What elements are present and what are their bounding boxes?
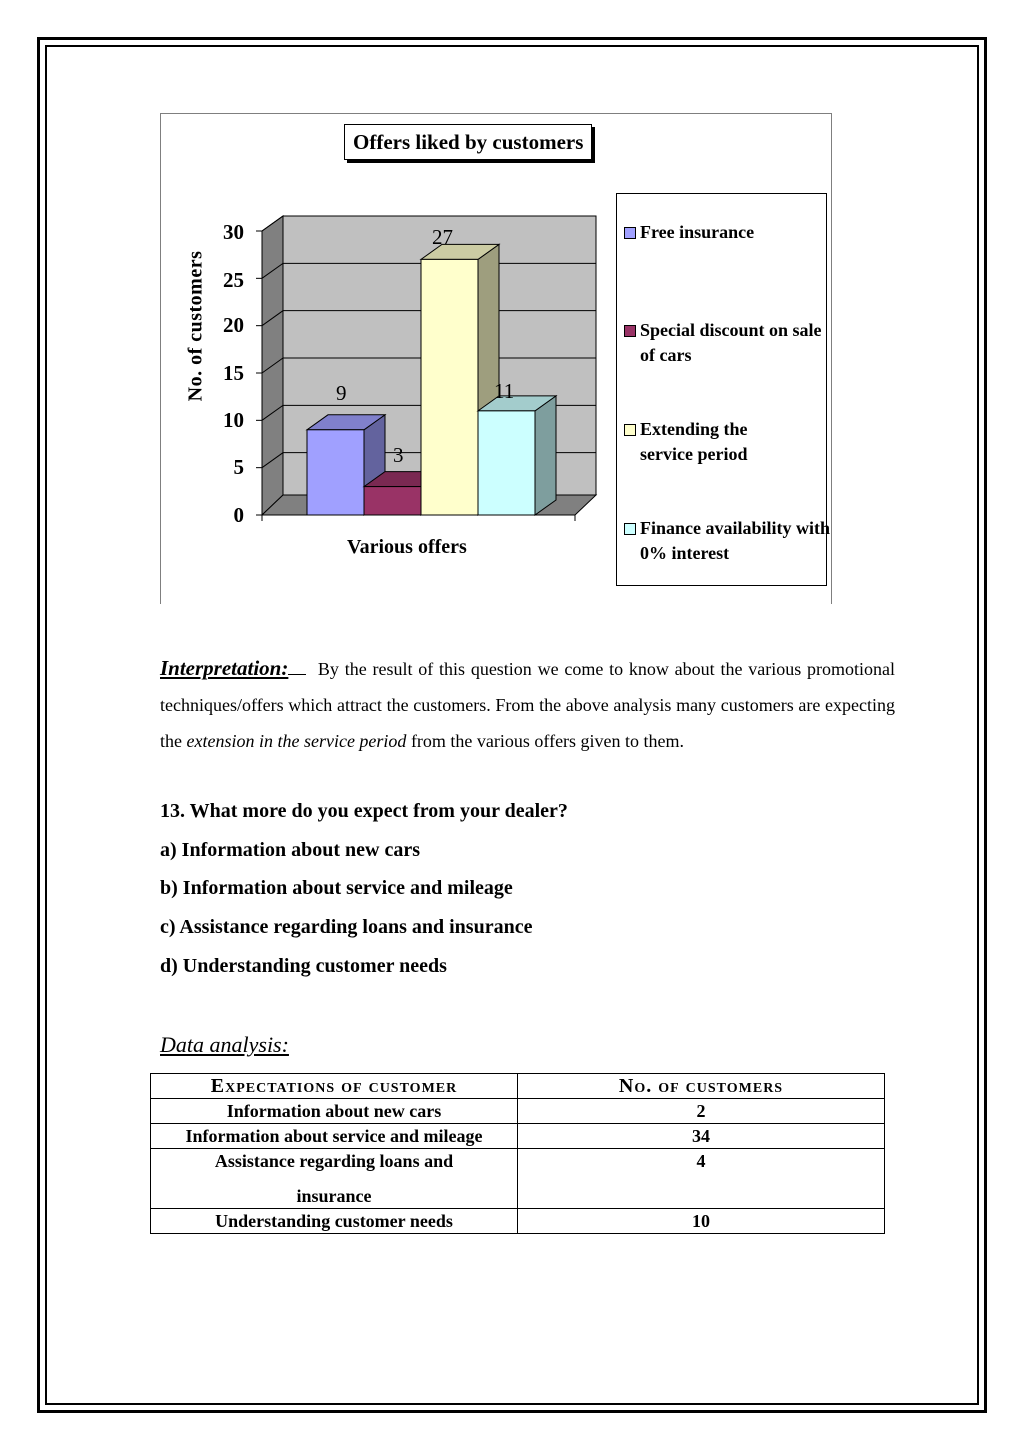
table-header-expectations: Expectations of customer [151, 1074, 518, 1099]
bar-front [364, 487, 421, 515]
y-tick-label: 10 [223, 408, 244, 432]
table-cell-value: 2 [518, 1099, 885, 1124]
interpretation-emphasis: extension in the service period [186, 731, 407, 751]
question-option-d: d) Understanding customer needs [160, 955, 447, 977]
interpretation-text-1: By the result of this question we come to know about the various promotional techniques/offers which attract the customers. From the above analysis many customers are expecting the [160, 659, 895, 751]
y-axis-tick-marks [256, 231, 262, 515]
table-cell-value: 4 [518, 1149, 885, 1209]
y-tick-label: 15 [223, 361, 244, 385]
interpretation-lead: Interpretation: [160, 656, 289, 680]
legend-swatch [624, 523, 636, 535]
legend-swatch [624, 325, 636, 337]
legend-label: Extending the service period [640, 419, 748, 464]
interpretation-paragraph [160, 650, 895, 759]
table-header-row [151, 1074, 885, 1099]
bar-front [421, 259, 478, 515]
y-tick-label: 30 [223, 220, 244, 244]
bar-front [307, 430, 364, 515]
y-tick-label: 0 [233, 503, 244, 527]
chart-legend [616, 193, 831, 586]
bar-4 [478, 396, 556, 515]
interpretation-text-2: from the various offers given to them. [410, 731, 685, 751]
table-cell-label-line-2: insurance [296, 1186, 372, 1206]
table-cell-label: Information about service and mileage [151, 1124, 518, 1149]
legend-label: Free insurance [640, 222, 755, 242]
data-label-special-discount: 3 [393, 443, 404, 467]
x-axis-label: Various offers [347, 536, 467, 558]
data-analysis-title: Data analysis: [160, 1032, 289, 1057]
bar-front [478, 411, 535, 515]
table-header-count: No. of customers [518, 1074, 885, 1099]
legend-label: Finance availability with 0% interest [640, 518, 831, 563]
data-label-free-insurance: 9 [336, 381, 347, 405]
y-tick-label: 20 [223, 313, 244, 337]
question-option-c: c) Assistance regarding loans and insurance [160, 916, 533, 938]
table-cell-value: 34 [518, 1124, 885, 1149]
data-label-extending-service: 27 [432, 225, 453, 249]
question-option-b: b) Information about service and mileage [160, 877, 513, 899]
legend-label: Special discount on sale of cars [640, 320, 822, 365]
table-cell-label: Understanding customer needs [151, 1209, 518, 1234]
table-row [151, 1209, 885, 1234]
data-label-finance: 11 [494, 379, 515, 403]
data-analysis-table [150, 1073, 885, 1234]
table-row [151, 1124, 885, 1149]
chart-title: Offers liked by customers [344, 124, 592, 160]
bar-chart: Offers liked by customers No. of customers 30 25 20 15 10 5 0 9 3 27 11 Various offers Free insurance Special discount on sale of cars Extending the service period Finance availability with 0% interest [160, 113, 832, 604]
question-title: 13. What more do you expect from your dealer? [160, 800, 568, 822]
y-tick-label: 25 [223, 268, 244, 292]
table-cell-label-line-1: Assistance regarding loans and [214, 1151, 454, 1171]
y-tick-label: 5 [233, 455, 244, 479]
legend-swatch [624, 424, 636, 436]
table-cell-value: 10 [518, 1209, 885, 1234]
underline-gap [288, 673, 306, 675]
table-cell-label: Information about new cars [151, 1099, 518, 1124]
legend-swatch [624, 227, 636, 239]
bar-side [535, 396, 556, 515]
table-row [151, 1149, 885, 1209]
question-option-a: a) Information about new cars [160, 839, 420, 861]
table-row [151, 1099, 885, 1124]
table-cell-label [151, 1149, 518, 1209]
